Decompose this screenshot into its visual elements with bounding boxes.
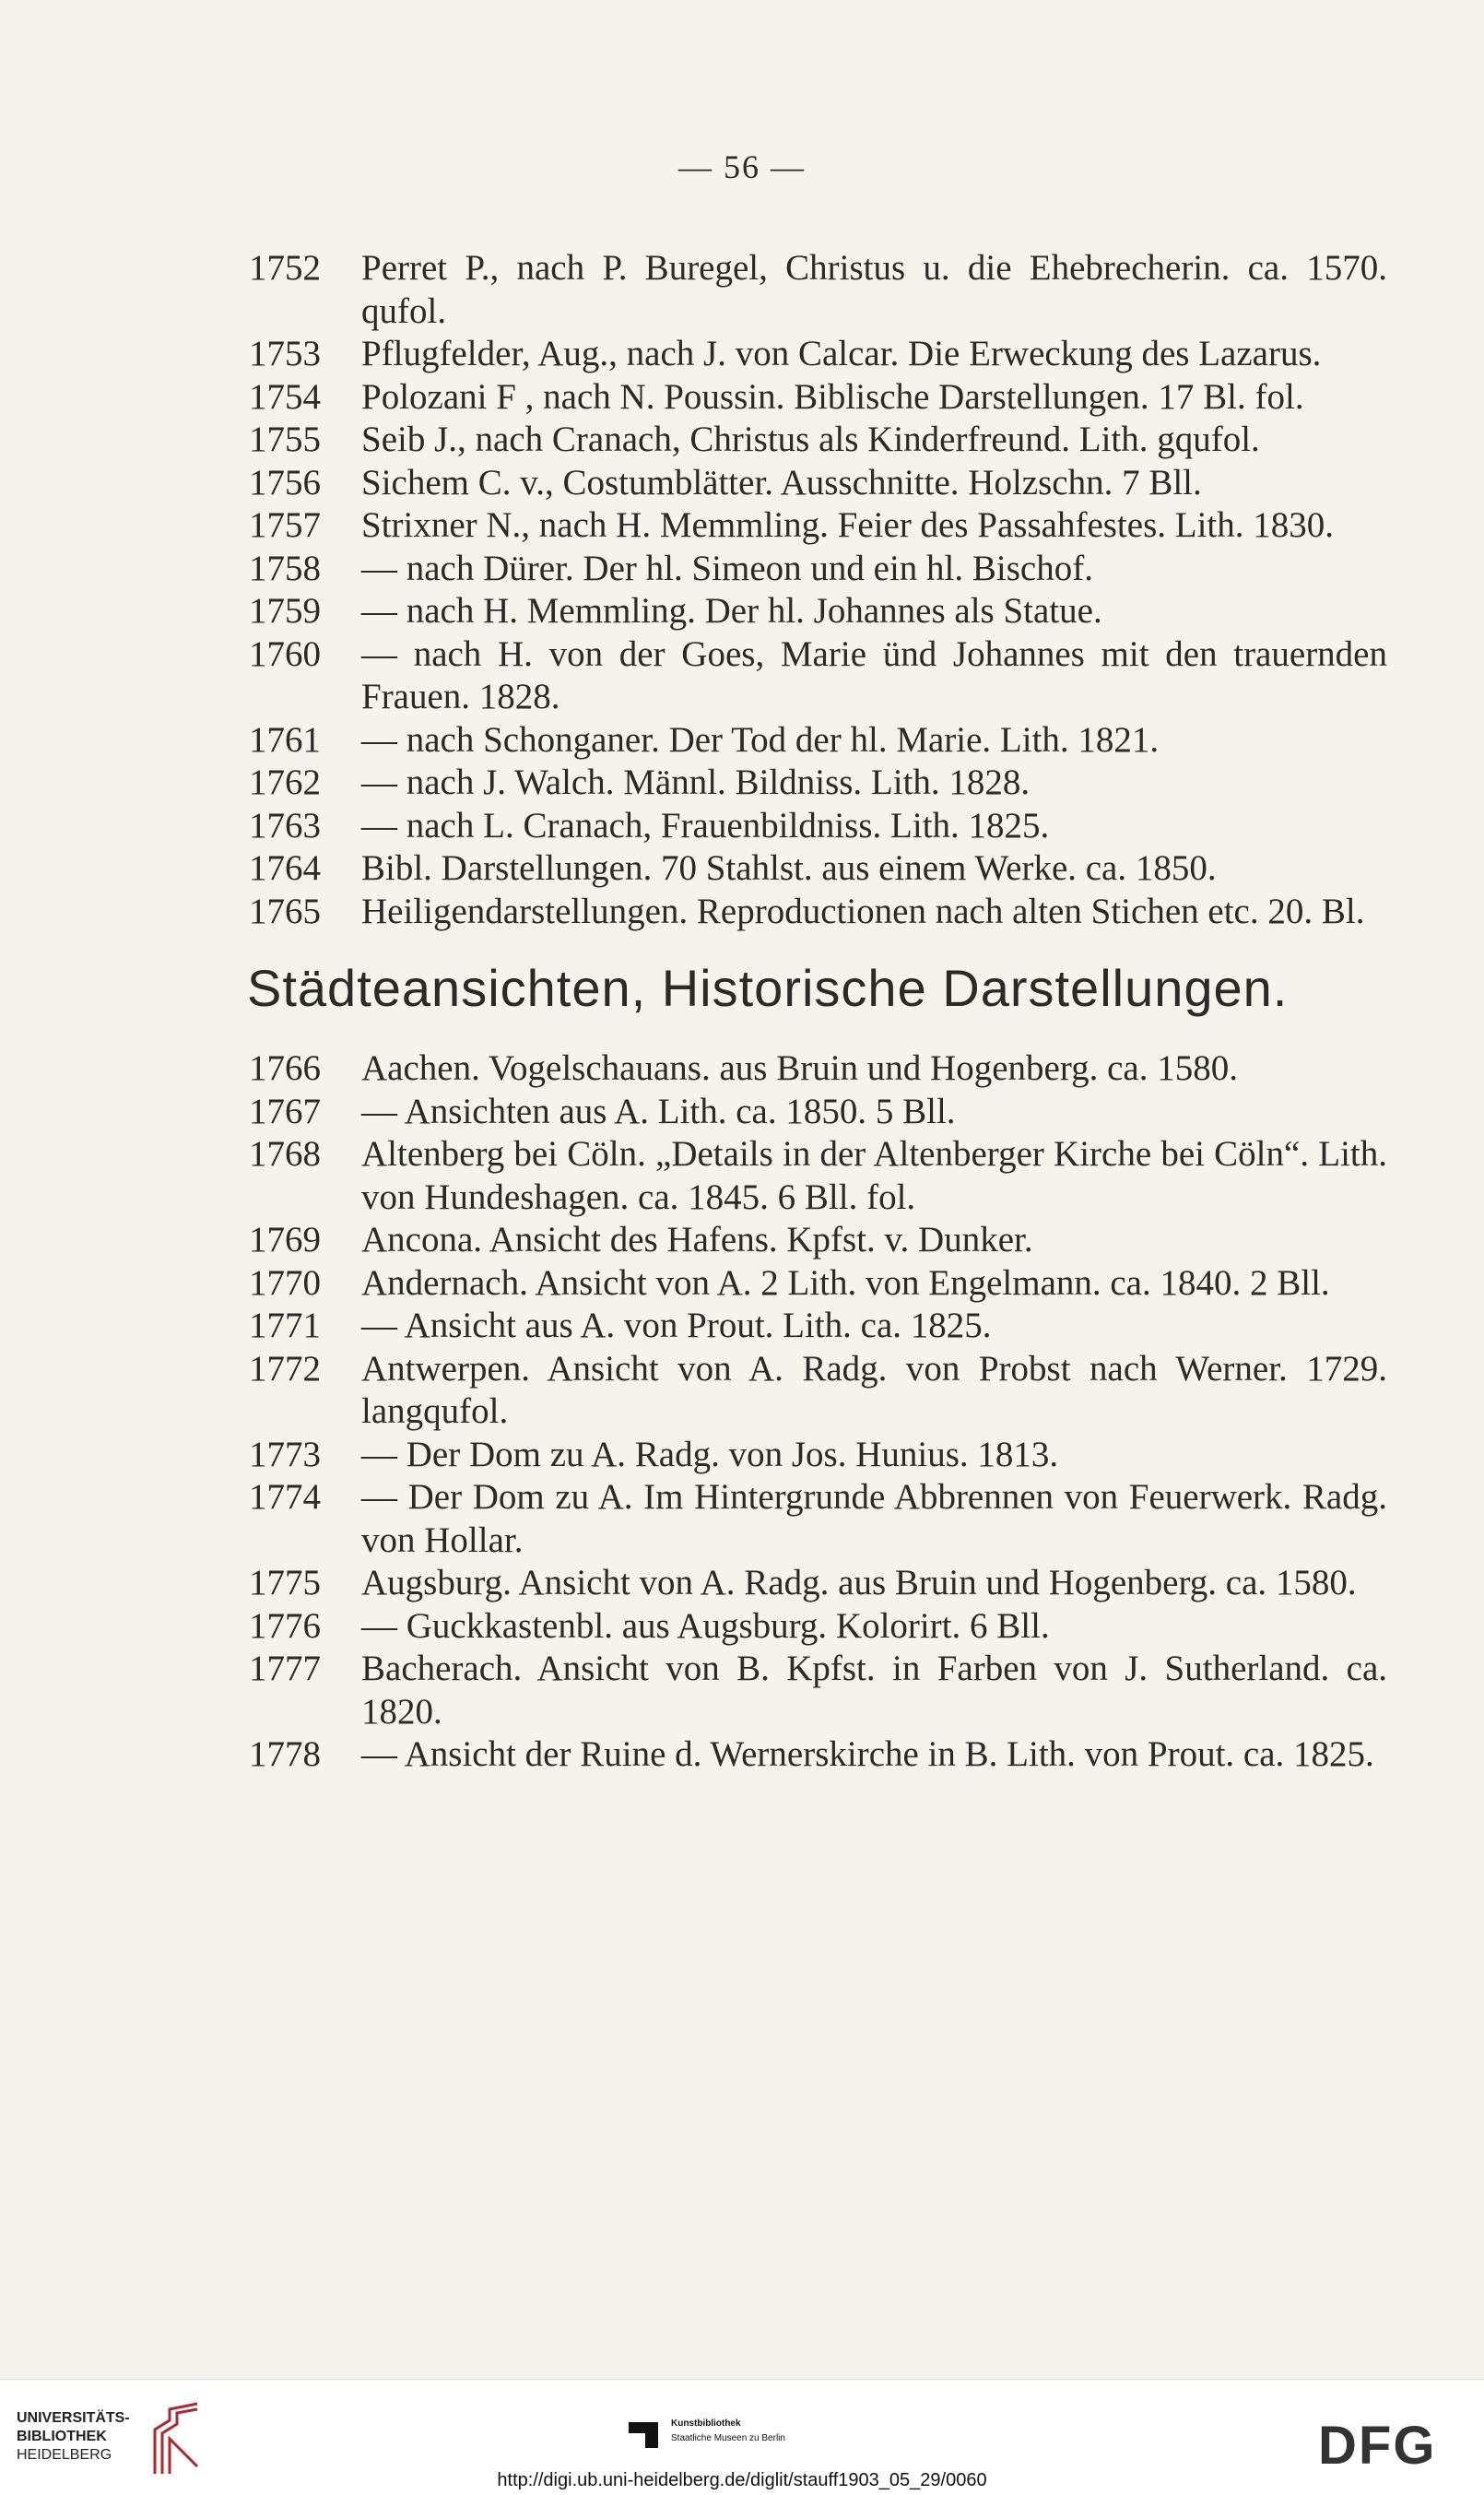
entry-number: 1770: [249, 1262, 321, 1303]
entry-text: Seib J., nach Cranach, Christus als Kinderfreund. Lith. gqufol.: [361, 420, 1260, 459]
uni-logo-line-1: UNIVERSITÄTS-: [17, 2410, 130, 2426]
catalog-entry: [249, 1047, 1387, 1091]
entry-text: Ancona. Ansicht des Hafens. Kpfst. v. Dunker.: [361, 1220, 1033, 1259]
catalog-entry: [249, 891, 1387, 934]
lot-list: [249, 247, 1387, 1777]
entry-number: 1763: [249, 805, 321, 845]
dfg-logo[interactable]: DFG: [1318, 2416, 1437, 2476]
entry-text: Bacherach. Ansicht von B. Kpfst. in Farben von J. Sutherland. ca. 1820.: [361, 1649, 1387, 1732]
entry-number: 1776: [249, 1605, 321, 1646]
entry-number: 1754: [249, 376, 321, 417]
catalog-entry: [249, 504, 1387, 548]
catalog-entry: [249, 719, 1387, 763]
footer-bar: [0, 2379, 1484, 2495]
catalog-entry: [249, 1262, 1387, 1306]
entry-text: — Der Dom zu A. Im Hintergrunde Abbrennen von Feuerwerk. Radg. von Hollar.: [361, 1477, 1387, 1560]
catalog-entry: [249, 590, 1387, 633]
catalog-entry: [249, 1648, 1387, 1733]
entry-text: — Ansichten aus A. Lith. ca. 1850. 5 Bll.: [361, 1091, 956, 1131]
entry-text: — nach Dürer. Der hl. Simeon und ein hl. Bischof.: [361, 548, 1093, 588]
section-heading: Städteansichten, Historische Darstellungen.: [247, 959, 1289, 1017]
catalog-entry: [249, 1476, 1387, 1562]
catalog-entry: [249, 419, 1387, 462]
entry-text: Polozani F , nach N. Poussin. Biblische Darstellungen. 17 Bl. fol.: [361, 376, 1304, 417]
entry-number: 1760: [249, 633, 321, 674]
university-seal-icon: [147, 2402, 203, 2477]
catalog-entry: [249, 548, 1387, 591]
entries-after: [249, 1047, 1387, 1777]
entry-number: 1764: [249, 848, 321, 888]
catalog-entry: [249, 247, 1387, 333]
entry-text: — nach H. von der Goes, Marie ünd Johannes mit den trauernden Frauen. 1828.: [361, 633, 1387, 716]
entry-text: — Guckkastenbl. aus Augsburg. Kolorirt. 6 Bll.: [361, 1605, 1050, 1646]
catalog-entry: [249, 1562, 1387, 1605]
entry-number: 1769: [249, 1220, 321, 1259]
entry-text: — Ansicht der Ruine d. Wernerskirche in B. Lith. von Prout. ca. 1825.: [361, 1734, 1374, 1774]
entry-number: 1774: [249, 1477, 321, 1517]
entry-number: 1762: [249, 763, 321, 802]
catalog-entry: [249, 1434, 1387, 1477]
entry-text: — nach H. Memmling. Der hl. Johannes als Statue.: [361, 591, 1102, 631]
catalog-entry: [249, 633, 1387, 719]
entry-text: Perret P., nach P. Buregel, Christus u. die Ehebrecherin. ca. 1570. qufol.: [361, 248, 1387, 331]
entry-number: 1756: [249, 462, 321, 503]
catalog-entry: [249, 805, 1387, 848]
catalog-entry: [249, 847, 1387, 891]
entry-text: Aachen. Vogelschauans. aus Bruin und Hogenberg. ca. 1580.: [361, 1048, 1238, 1088]
kunstbibliothek-text: [671, 2417, 785, 2446]
catalog-entry: [249, 1091, 1387, 1134]
kb-line-2: Staatliche Museen zu Berlin: [671, 2433, 785, 2443]
entry-text: — nach L. Cranach, Frauenbildniss. Lith. 1825.: [361, 805, 1050, 845]
entry-number: 1778: [249, 1734, 321, 1774]
catalog-entry: [249, 1348, 1387, 1434]
catalog-entry: [249, 1305, 1387, 1348]
catalog-entry: [249, 1133, 1387, 1219]
entry-number: 1772: [249, 1348, 321, 1389]
entry-text: Sichem C. v., Costumblätter. Ausschnitte. Holzschn. 7 Bll.: [361, 462, 1202, 503]
entry-number: 1755: [249, 420, 321, 459]
entry-number: 1768: [249, 1134, 321, 1174]
uni-logo-line-2: BIBLIOTHEK: [17, 2429, 107, 2444]
entry-number: 1766: [249, 1048, 321, 1088]
catalog-entry: [249, 376, 1387, 420]
entry-text: Altenberg bei Cöln. „Details in der Altenberger Kirche bei Cöln“. Lith. von Hundeshagen. ca. 1845. 6 Bll. fol.: [361, 1134, 1387, 1217]
catalog-entry: [249, 1733, 1387, 1777]
entry-text: — nach J. Walch. Männl. Bildniss. Lith. 1828.: [361, 763, 1031, 802]
entry-number: 1761: [249, 719, 321, 760]
entry-number: 1758: [249, 548, 321, 588]
catalog-entry: [249, 762, 1387, 805]
entry-number: 1777: [249, 1649, 321, 1688]
entry-text: Antwerpen. Ansicht von A. Radg. von Probst nach Werner. 1729. langqufol.: [361, 1348, 1387, 1431]
kunstbibliothek-logo[interactable]: [629, 2415, 868, 2452]
catalog-entry: [249, 1219, 1387, 1262]
entry-number: 1753: [249, 334, 321, 373]
entry-text: Pflugfelder, Aug., nach J. von Calcar. Die Erweckung des Lazarus.: [361, 334, 1322, 373]
entry-text: — Ansicht aus A. von Prout. Lith. ca. 1825.: [361, 1306, 992, 1345]
entries-before: [249, 247, 1387, 933]
entry-text: Augsburg. Ansicht von A. Radg. aus Bruin und Hogenberg. ca. 1580.: [361, 1563, 1357, 1602]
catalog-entry: [249, 333, 1387, 376]
kb-line-1: Kunstbibliothek: [671, 2418, 741, 2429]
entry-number: 1752: [249, 248, 321, 288]
entry-number: 1767: [249, 1091, 321, 1131]
entry-number: 1759: [249, 591, 321, 631]
entry-number: 1757: [249, 505, 321, 545]
catalog-entry: [249, 1605, 1387, 1649]
source-url-link[interactable]: http://digi.ub.uni-heidelberg.de/diglit/stauff1903_05_29/0060: [497, 2470, 987, 2490]
kunstbibliothek-mark-icon: [629, 2417, 662, 2450]
entry-number: 1765: [249, 891, 321, 931]
entry-number: 1773: [249, 1434, 321, 1474]
entry-number: 1775: [249, 1563, 321, 1602]
entry-text: — nach Schonganer. Der Tod der hl. Marie. Lith. 1821.: [361, 719, 1160, 760]
catalog-entry: [249, 462, 1387, 505]
entry-text: Andernach. Ansicht von A. 2 Lith. von Engelmann. ca. 1840. 2 Bll.: [361, 1262, 1330, 1303]
page-number: — 56 —: [678, 148, 806, 185]
entry-text: — Der Dom zu A. Radg. von Jos. Hunius. 1813.: [361, 1434, 1059, 1474]
entry-number: 1771: [249, 1306, 321, 1345]
entry-text: Bibl. Darstellungen. 70 Stahlst. aus einem Werke. ca. 1850.: [361, 848, 1217, 888]
uni-logo-line-3: HEIDELBERG: [17, 2447, 112, 2463]
entry-text: Strixner N., nach H. Memmling. Feier des Passahfestes. Lith. 1830.: [361, 505, 1334, 545]
entry-text: Heiligendarstellungen. Reproductionen nach alten Stichen etc. 20. Bl.: [361, 891, 1365, 931]
